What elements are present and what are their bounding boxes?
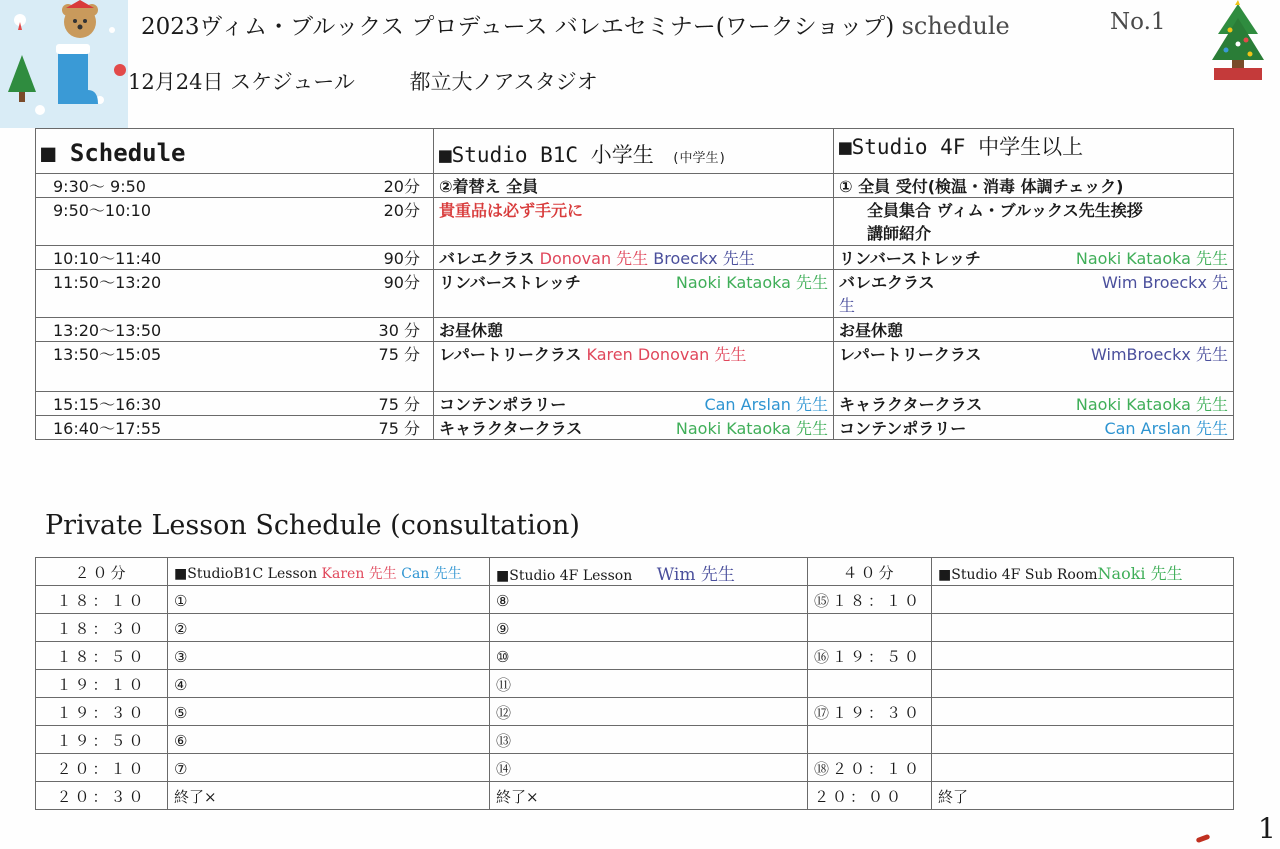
class-name: レパートリークラス (839, 345, 982, 364)
instructor: Broeckx 先生 (653, 249, 755, 268)
f4-cell (834, 392, 1234, 416)
b1c-slot: ⑥ (168, 726, 490, 754)
duration: 30 分 (378, 321, 420, 340)
sub-label: ■Studio 4F Sub Room (938, 567, 1098, 583)
b1c-header-label: ■Studio B1C 小学生 (439, 143, 654, 167)
time-range: 13:50～15:05 (53, 345, 162, 364)
f4-slot: ⑧ (490, 586, 808, 614)
private-header-row (36, 558, 1234, 586)
sub-slot (932, 754, 1234, 782)
f4-cell (834, 416, 1234, 440)
table-row (36, 342, 1234, 392)
header-4f (490, 558, 808, 586)
b1c-slot: ③ (168, 642, 490, 670)
class-name: バレエクラス (439, 249, 535, 268)
time-cell: １８：５０ (36, 642, 168, 670)
time-cell (36, 174, 434, 198)
table-row (36, 174, 1234, 198)
time40-cell (808, 670, 932, 698)
instructor: Naoki Kataoka 先生 (1075, 395, 1228, 414)
duration: 90分 (383, 249, 420, 268)
pen-mark-icon (1196, 834, 1211, 843)
time-cell (36, 392, 434, 416)
instructor: Naoki Kataoka 先生 (675, 419, 828, 438)
schedule-header-row (36, 129, 1234, 174)
class-name: リンバーストレッチ (439, 273, 581, 292)
f4-cell: お昼休憩 (834, 318, 1234, 342)
instructor: Karen 先生 (321, 565, 397, 582)
table-row (36, 754, 1234, 782)
subtitle (128, 66, 598, 96)
f4-slot: ⑨ (490, 614, 808, 642)
table-row (36, 698, 1234, 726)
time-range: 9:50～10:10 (53, 201, 152, 220)
f4-slot: ⑬ (490, 726, 808, 754)
instructor: Donovan 先生 (539, 249, 649, 268)
document-number: No.1 (1110, 9, 1166, 35)
duration: 75 分 (378, 419, 420, 438)
time-range: 9:30～ 9:50 (53, 177, 146, 196)
duration: 90分 (383, 273, 420, 292)
table-row (36, 586, 1234, 614)
f4-slot: ⑪ (490, 670, 808, 698)
table-row (36, 670, 1234, 698)
sub-slot (932, 670, 1234, 698)
time40-cell: ⑰１９：３０ (808, 698, 932, 726)
f4-cell: ① 全員 受付(検温・消毒 体調チェック) (834, 174, 1234, 198)
time-cell (36, 270, 434, 318)
schedule-header-b1c (434, 129, 834, 174)
b1c-cell (434, 342, 834, 392)
class-name: コンテンポラリー (839, 419, 967, 438)
sub-slot (932, 586, 1234, 614)
time-cell (36, 416, 434, 440)
header-dur40: ４０分 (808, 558, 932, 586)
instructor: Karen Donovan 先生 (586, 345, 747, 364)
header-b1c (168, 558, 490, 586)
time40-cell (808, 726, 932, 754)
private-lesson-title: Private Lesson Schedule (consultation) (45, 510, 580, 541)
class-name: リンバーストレッチ (839, 249, 981, 268)
header-dur20: ２０分 (36, 558, 168, 586)
b1c-cell: ②着替え 全員 (434, 174, 834, 198)
f4-slot: 終了× (490, 782, 808, 810)
title-jp: 2023ヴィム・ブルックス プロデュース バレエセミナー(ワークショップ) (141, 14, 895, 40)
schedule-header-4f: ■Studio 4F 中学生以上 (834, 129, 1234, 174)
time-range: 15:15～16:30 (53, 395, 162, 414)
b1c-slot: ① (168, 586, 490, 614)
table-row (36, 416, 1234, 440)
time-cell (36, 342, 434, 392)
class-name: キャラクタークラス (439, 419, 583, 438)
time-range: 10:10～11:40 (53, 249, 162, 268)
b1c-slot: ④ (168, 670, 490, 698)
page-title (141, 8, 1010, 41)
b1c-header-note: (中学生) (671, 151, 727, 166)
instructor: Naoki 先生 (1097, 564, 1183, 583)
b1c-slot: ⑦ (168, 754, 490, 782)
sub-slot (932, 614, 1234, 642)
b1c-slot: ⑤ (168, 698, 490, 726)
table-row (36, 614, 1234, 642)
schedule-header-time: ■ Schedule (36, 129, 434, 174)
table-row (36, 270, 1234, 318)
class-name: レパートリークラス (439, 345, 582, 364)
duration: 75 分 (378, 395, 420, 414)
table-row (36, 392, 1234, 416)
f4-slot: ⑩ (490, 642, 808, 670)
sub-slot: 終了 (932, 782, 1234, 810)
instructor-wrap: 生 (839, 296, 856, 315)
f4-slot: ⑫ (490, 698, 808, 726)
time-range: 16:40～17:55 (53, 419, 162, 438)
instructor: Can Arslan 先生 (704, 395, 828, 414)
table-row (36, 198, 1234, 246)
date-label: 12月24日 スケジュール (128, 70, 355, 94)
time-cell: ２０：１０ (36, 754, 168, 782)
time40-cell: ⑮１８：１０ (808, 586, 932, 614)
sub-slot (932, 726, 1234, 754)
page-number: 1 (1258, 812, 1276, 845)
time-cell: １８：３０ (36, 614, 168, 642)
instructor: Naoki Kataoka 先生 (1075, 249, 1228, 268)
instructor: WimBroeckx 先生 (1091, 345, 1228, 364)
private-lesson-table (35, 557, 1234, 810)
b1c-cell (434, 392, 834, 416)
header-sub (932, 558, 1234, 586)
class-name: キャラクタークラス (839, 395, 983, 414)
class-name: バレエクラス (839, 273, 935, 292)
time-cell: １９：１０ (36, 670, 168, 698)
table-row (36, 318, 1234, 342)
time-cell: １９：５０ (36, 726, 168, 754)
time-cell (36, 318, 434, 342)
instructor: Can Arslan 先生 (1104, 419, 1228, 438)
christmas-tree-icon (1208, 0, 1268, 82)
class-name: コンテンポラリー (439, 395, 567, 414)
valuables-note: 貴重品は必ず手元に (439, 201, 584, 220)
instructor: Naoki Kataoka 先生 (675, 273, 828, 292)
instructor: Wim Broeckx 先 (1101, 273, 1228, 292)
f4-cell (834, 342, 1234, 392)
table-row (36, 726, 1234, 754)
time-cell: １８：１０ (36, 586, 168, 614)
time40-cell: ⑯１９：５０ (808, 642, 932, 670)
f4-cell (834, 198, 1234, 246)
time-cell (36, 198, 434, 246)
b1c-cell (434, 270, 834, 318)
table-row (36, 246, 1234, 270)
place-label: 都立大ノアスタジオ (409, 70, 598, 94)
table-row (36, 782, 1234, 810)
f4-cell (834, 270, 1234, 318)
b1c-slot: ② (168, 614, 490, 642)
time-range: 11:50～13:20 (53, 273, 162, 292)
time40-cell: ２０：００ (808, 782, 932, 810)
duration: 20分 (383, 177, 420, 196)
f4-cell (834, 246, 1234, 270)
table-row (36, 642, 1234, 670)
time40-cell (808, 614, 932, 642)
time-range: 13:20～13:50 (53, 321, 162, 340)
b1c-cell (434, 246, 834, 270)
sub-slot (932, 642, 1234, 670)
b1c-label: ■StudioB1C Lesson (174, 565, 318, 582)
time40-cell: ⑱２０：１０ (808, 754, 932, 782)
b1c-cell: お昼休憩 (434, 318, 834, 342)
f4-slot: ⑭ (490, 754, 808, 782)
b1c-slot: 終了× (168, 782, 490, 810)
time-cell (36, 246, 434, 270)
title-en: schedule (901, 12, 1010, 40)
duration: 75 分 (378, 345, 420, 364)
schedule-table (35, 128, 1234, 440)
duration: 20分 (383, 201, 420, 220)
time-cell: ２０：３０ (36, 782, 168, 810)
b1c-cell (434, 416, 834, 440)
f4-label: ■Studio 4F Lesson (496, 568, 633, 584)
b1c-cell (434, 198, 834, 246)
instructor: Wim 先生 (656, 565, 735, 585)
f4-line-2: 講師紹介 (867, 224, 932, 243)
instructor: Can 先生 (401, 565, 462, 582)
sub-slot (932, 698, 1234, 726)
time-cell: １９：３０ (36, 698, 168, 726)
f4-line-1: 全員集合 ヴィム・ブルックス先生挨拶 (867, 201, 1143, 220)
christmas-decoration-icon (0, 0, 128, 128)
